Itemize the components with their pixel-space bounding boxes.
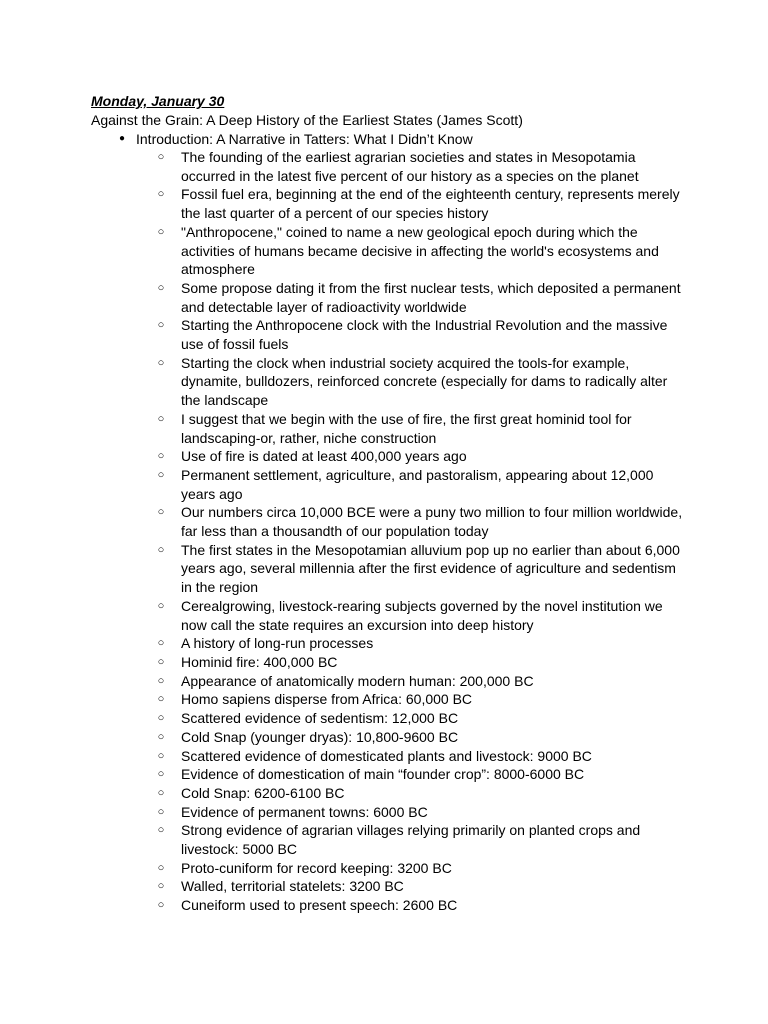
hollow-bullet-icon: ○ bbox=[157, 712, 165, 725]
section-label: Introduction: A Narrative in Tatters: What I Didn’t Know bbox=[136, 131, 473, 147]
list-item-text: Hominid fire: 400,000 BC bbox=[181, 653, 338, 670]
hollow-bullet-icon: ○ bbox=[157, 749, 165, 762]
list-item-text: Appearance of anatomically modern human: 200,000 BC bbox=[181, 672, 534, 689]
list-item-text: Our numbers circa 10,000 BCE were a puny two million to four million worldwide, far less than a thousandth of our population today bbox=[181, 504, 683, 540]
list-item-text: Strong evidence of agrarian villages relying primarily on planted crops and livestock: 5000 BC bbox=[181, 822, 641, 858]
list-item bbox=[155, 672, 685, 691]
list-item bbox=[155, 747, 685, 766]
hollow-bullet-icon: ○ bbox=[157, 674, 165, 687]
hollow-bullet-icon: ○ bbox=[157, 543, 165, 556]
list-item-text: Proto-cuniform for record keeping: 3200 BC bbox=[181, 859, 452, 876]
list-item bbox=[155, 821, 685, 858]
list-item-text: "Anthropocene," coined to name a new geological epoch during which the activities of humans became decisive in affecting the world's ecosystems and atmosphere bbox=[181, 223, 659, 278]
hollow-bullet-icon: ○ bbox=[157, 225, 165, 238]
list-item-text: Some propose dating it from the first nuclear tests, which deposited a permanent and detectable layer of radioactivity worldwide bbox=[181, 279, 681, 315]
list-item bbox=[155, 541, 685, 597]
hollow-bullet-icon: ○ bbox=[157, 899, 165, 912]
hollow-bullet-icon: ○ bbox=[157, 786, 165, 799]
list-item-text: The founding of the earliest agrarian societies and states in Mesopotamia occurred in the latest five percent of our history as a species on the planet bbox=[181, 149, 639, 184]
list-item bbox=[155, 503, 685, 540]
list-item bbox=[155, 597, 685, 634]
list-item-text: Cerealgrowing, livestock-rearing subjects governed by the novel institution we now call the state requires an excursion into deep history bbox=[181, 597, 663, 633]
notes-list bbox=[155, 148, 685, 915]
hollow-bullet-icon: ○ bbox=[157, 880, 165, 893]
list-item bbox=[155, 653, 685, 672]
list-item bbox=[155, 709, 685, 728]
list-item-text: Scattered evidence of domesticated plants and livestock: 9000 BC bbox=[181, 747, 592, 764]
list-item bbox=[155, 148, 685, 185]
list-item bbox=[155, 765, 685, 784]
hollow-bullet-icon: ○ bbox=[157, 730, 165, 743]
list-item bbox=[155, 728, 685, 747]
list-item-text: I suggest that we begin with the use of fire, the first great hominid tool for landscaping-or, rather, niche construction bbox=[181, 410, 632, 446]
list-item bbox=[155, 410, 685, 447]
list-item bbox=[155, 447, 685, 466]
hollow-bullet-icon: ○ bbox=[157, 356, 165, 369]
list-item-text: Fossil fuel era, beginning at the end of the eighteenth century, represents merely the last quarter of a percent of our species history bbox=[181, 186, 680, 222]
hollow-bullet-icon: ○ bbox=[157, 468, 165, 481]
list-item-text: The first states in the Mesopotamian alluvium pop up no earlier than about 6,000 years ago, several millennia after the first evidence of agriculture and sedentism in the region bbox=[181, 541, 680, 596]
book-title: Against the Grain: A Deep History of the Earliest States (James Scott) bbox=[91, 112, 523, 128]
list-item bbox=[155, 223, 685, 279]
hollow-bullet-icon: ○ bbox=[157, 693, 165, 706]
list-item bbox=[155, 354, 685, 410]
hollow-bullet-icon: ○ bbox=[157, 637, 165, 650]
list-item-text: Walled, territorial statelets: 3200 BC bbox=[181, 878, 404, 895]
list-item bbox=[155, 690, 685, 709]
hollow-bullet-icon: ○ bbox=[157, 861, 165, 874]
hollow-bullet-icon: ○ bbox=[157, 450, 165, 463]
hollow-bullet-icon: ○ bbox=[157, 599, 165, 612]
list-item-text: Cold Snap (younger dryas): 10,800-9600 BC bbox=[181, 728, 459, 745]
hollow-bullet-icon: ○ bbox=[157, 281, 165, 294]
list-item-text: Cold Snap: 6200-6100 BC bbox=[181, 784, 345, 801]
list-item-text: Cuneiform used to present speech: 2600 BC bbox=[181, 897, 458, 914]
list-item bbox=[155, 896, 685, 915]
list-item-text: A history of long-run processes bbox=[181, 635, 374, 652]
hollow-bullet-icon: ○ bbox=[157, 768, 165, 781]
hollow-bullet-icon: ○ bbox=[157, 188, 165, 201]
list-item bbox=[155, 466, 685, 503]
list-item-text: Homo sapiens disperse from Africa: 60,000 BC bbox=[181, 691, 473, 708]
filled-bullet-icon: ● bbox=[118, 133, 126, 144]
hollow-bullet-icon: ○ bbox=[157, 655, 165, 668]
list-item bbox=[155, 784, 685, 803]
hollow-bullet-icon: ○ bbox=[157, 824, 165, 837]
hollow-bullet-icon: ○ bbox=[157, 805, 165, 818]
list-item-text: Evidence of domestication of main “founder crop”: 8000-6000 BC bbox=[181, 766, 585, 783]
list-item bbox=[155, 316, 685, 353]
date-heading: Monday, January 30 bbox=[91, 93, 225, 109]
hollow-bullet-icon: ○ bbox=[157, 319, 165, 332]
list-item bbox=[155, 859, 685, 878]
list-item bbox=[155, 803, 685, 822]
list-item-text: Starting the Anthropocene clock with the Industrial Revolution and the massive use of fossil fuels bbox=[181, 317, 668, 353]
list-item-text: Evidence of permanent towns: 6000 BC bbox=[181, 803, 428, 820]
hollow-bullet-icon: ○ bbox=[157, 151, 165, 163]
list-item-text: Use of fire is dated at least 400,000 years ago bbox=[181, 448, 467, 465]
list-item bbox=[155, 634, 685, 653]
list-item bbox=[155, 279, 685, 316]
list-item-text: Starting the clock when industrial society acquired the tools-for example, dynamite, bulldozers, reinforced concrete (especially for dams to radically alter the landscape bbox=[181, 354, 668, 409]
hollow-bullet-icon: ○ bbox=[157, 506, 165, 519]
hollow-bullet-icon: ○ bbox=[157, 412, 165, 425]
list-item-text: Permanent settlement, agriculture, and pastoralism, appearing about 12,000 years ago bbox=[181, 466, 654, 502]
list-item bbox=[155, 185, 685, 222]
list-item bbox=[155, 877, 685, 896]
list-item-text: Scattered evidence of sedentism: 12,000 BC bbox=[181, 710, 459, 727]
